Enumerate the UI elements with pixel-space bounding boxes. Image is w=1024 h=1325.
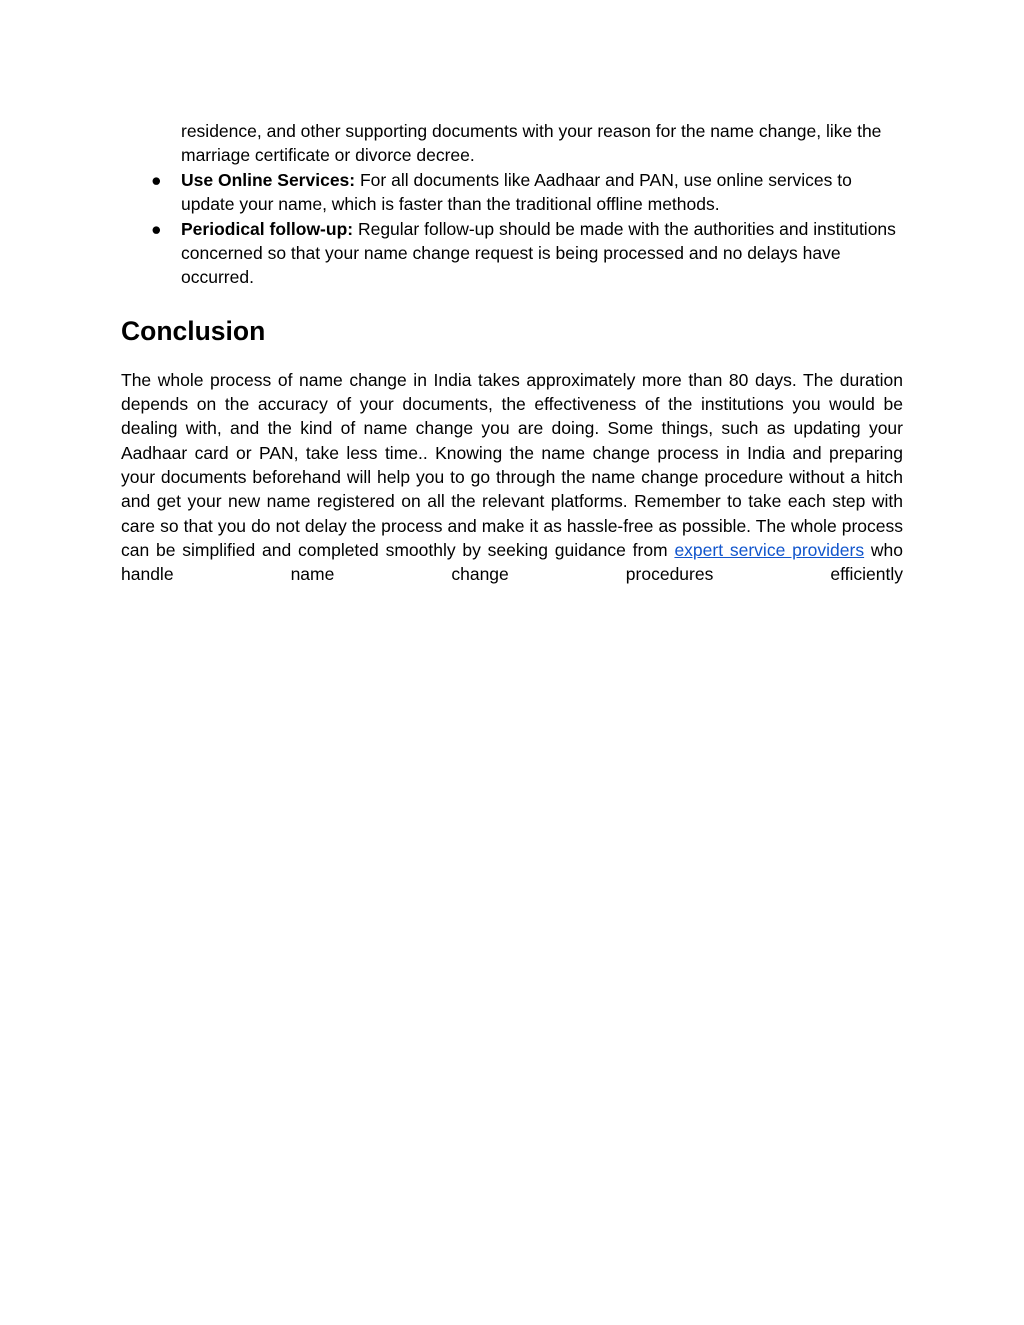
- conclusion-text-end: who handle name change procedures efficiently: [121, 539, 903, 585]
- conclusion-paragraph: [121, 368, 903, 587]
- tips-bullet-list: [121, 168, 903, 290]
- conclusion-text: The whole process of name change in India takes approximately more than 80 days. The duration depends on the accuracy of your documents, the effectiveness of the institutions you would be dealing with, and the kind of name change you are doing. Some things, such as updating your Aadhaar card or PAN, take less time.. Knowing the name change process in India and preparing your documents beforehand will help you to go through the name change procedure without a hitch and get your new name registered on all the relevant platforms. Remember to take each step with care so that you do not delay the process and make it as hassle-free as possible. The whole process can be simplified and completed smoothly by seeking guidance from: [121, 369, 903, 560]
- page-content: [121, 119, 903, 587]
- bullet-term: Periodical follow-up:: [181, 218, 354, 239]
- list-item: [121, 168, 903, 217]
- bullet-text: For all documents like Aadhaar and PAN, use online services to update your name, which is faster than the traditional offline methods.: [181, 169, 852, 215]
- expert-service-providers-link[interactable]: expert service providers: [674, 539, 865, 560]
- bullet-text: Regular follow-up should be made with the authorities and institutions concerned so that your name change request is being processed and no delays have occurred.: [181, 218, 896, 288]
- bullet-term: Use Online Services:: [181, 169, 356, 190]
- bullet-icon: ●: [151, 169, 162, 190]
- bullet-continuation-text: residence, and other supporting documents with your reason for the name change, like the marriage certificate or divorce decree.: [181, 121, 882, 166]
- list-item: [121, 217, 903, 290]
- conclusion-heading: Conclusion: [121, 315, 266, 346]
- bullet-icon: ●: [151, 218, 162, 239]
